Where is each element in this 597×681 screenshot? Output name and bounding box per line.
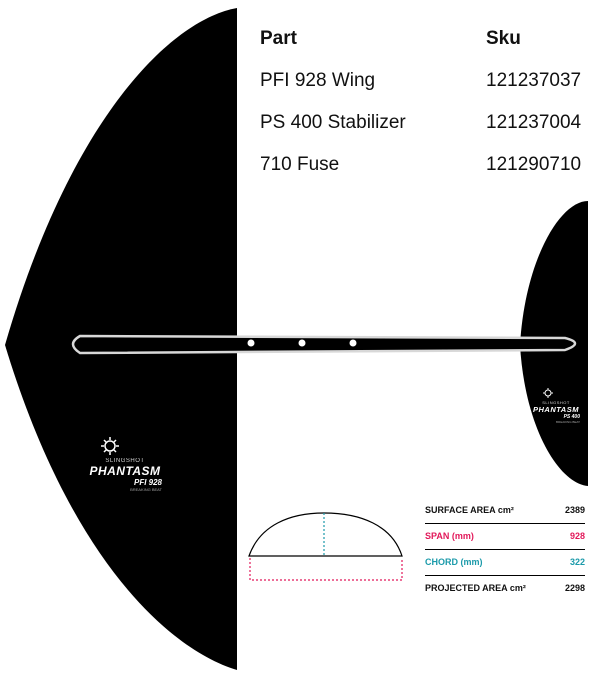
wing-logo-tag: BREAKING BEAT [130, 487, 162, 492]
spec-row-span [425, 524, 585, 550]
stab-logo-model: PS 400 [563, 414, 580, 420]
spec-value: 322 [569, 557, 585, 567]
parts-table [260, 28, 590, 196]
part-header: Part [260, 28, 297, 49]
spec-row-chord [425, 550, 585, 576]
specs-table [425, 498, 585, 601]
part-name: PFI 928 Wing [260, 70, 376, 91]
part-sku: 121237037 [486, 70, 582, 91]
fuse-bolt [350, 340, 357, 347]
spec-value: 2298 [564, 583, 585, 593]
wing-logo [80, 458, 170, 492]
part-sku: 121290710 [486, 154, 582, 175]
profile-diagram [249, 513, 402, 556]
fuse-bolt [299, 340, 306, 347]
fuse-bolt [248, 340, 255, 347]
wing-logo-brand: SLINGSHOT [105, 458, 145, 464]
spec-value: 928 [569, 531, 585, 541]
part-name: PS 400 Stabilizer [260, 112, 406, 133]
spec-label: SPAN (mm) [425, 531, 474, 541]
table-row [260, 112, 590, 154]
table-row [260, 154, 590, 196]
spec-value: 2389 [564, 505, 585, 515]
spec-row-surface-area [425, 498, 585, 524]
fuselage [73, 336, 575, 353]
stab-logo-brand: SLINGSHOT [542, 400, 570, 405]
span-outline [250, 558, 402, 580]
wing-logo-model: PFI 928 [133, 478, 162, 487]
wing-logo-name: PHANTASM [89, 464, 161, 478]
spec-label: SURFACE AREA cm² [425, 505, 514, 515]
part-sku: 121237004 [486, 112, 582, 133]
parts-table-header [260, 28, 590, 70]
spec-row-projected-area [425, 576, 585, 601]
part-name: 710 Fuse [260, 154, 340, 175]
spec-label: CHORD (mm) [425, 557, 483, 567]
stab-logo-name: PHANTASM [533, 405, 579, 414]
stab-logo-tag: BREAKING BEAT [556, 420, 580, 424]
stab-logo [528, 400, 584, 424]
spec-label: PROJECTED AREA cm² [425, 583, 526, 593]
table-row [260, 70, 590, 112]
sku-header: Sku [486, 28, 521, 49]
